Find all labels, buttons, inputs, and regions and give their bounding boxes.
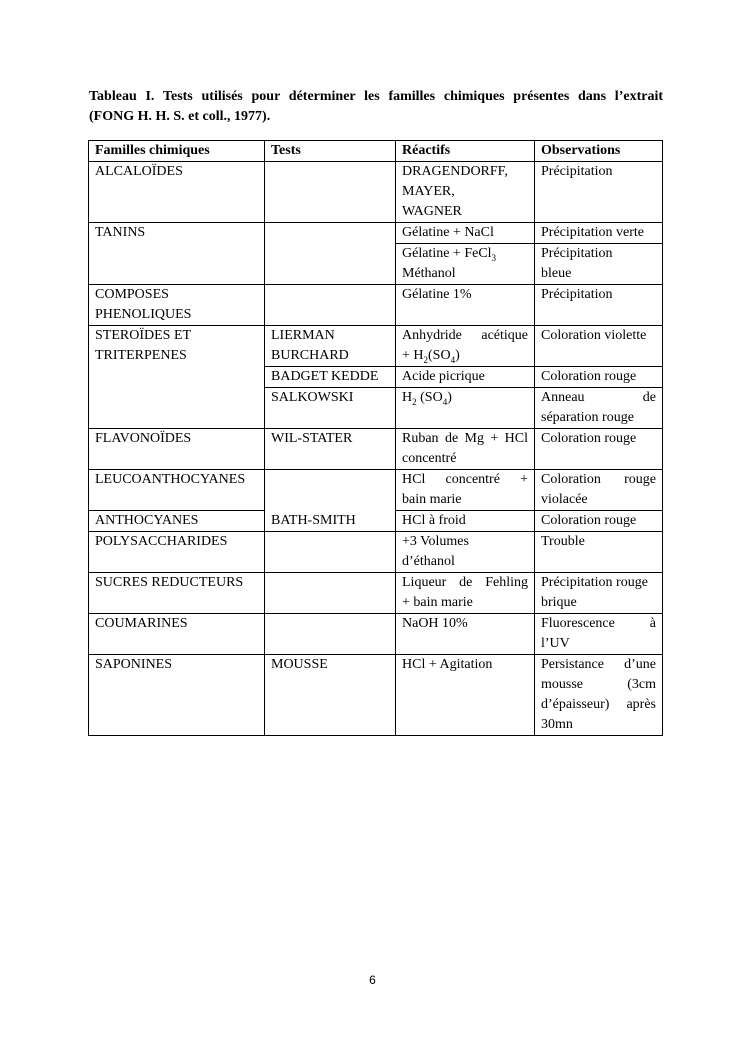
observation-cell [535,470,663,511]
observation-cell [535,655,663,736]
reactif-cell: NaOH 10% [396,614,535,655]
table-row [89,532,663,573]
test-cell-bath-smith: BATH-SMITH [265,470,396,532]
caption-line-2: (FONG H. H. S. et coll., 1977). [89,109,271,124]
observation-line: 30mn [541,717,573,732]
caption-line-1: Tableau I. Tests utilisés pour déterminer les familles chimiques présentes dans l’extrait [89,89,663,104]
chemical-tests-table [88,140,663,736]
reactif-line: + $H_2(SO_4)$ [402,348,460,365]
reactif-cell: HCl + Agitation [396,655,535,736]
table-row [89,470,663,511]
observation-line: séparation rouge [541,410,634,425]
reactif-cell [396,162,535,223]
observation-cell: Trouble [535,532,663,573]
table-row [89,326,663,367]
observation-cell [535,614,663,655]
family-line: COMPOSES [95,287,169,302]
observation-line: Précipitation rouge [541,575,648,590]
reactif-cell [396,326,535,367]
observation-cell: Coloration violette [535,326,663,367]
reactif-line: HCl concentré + [402,472,528,487]
table-row [89,429,663,470]
observation-line: bleue [541,266,572,281]
table-row [89,614,663,655]
table-row [89,285,663,326]
reactif-line: d’éthanol [402,554,455,569]
test-cell [265,162,396,223]
family-cell [89,285,265,326]
observation-cell: Coloration rouge [535,367,663,388]
observation-line: mousse (3cm [541,677,656,692]
family-cell: SUCRES REDUCTEURS [89,573,265,614]
family-cell [89,326,265,429]
family-cell: LEUCOANTHOCYANES [89,470,265,511]
observation-line: Fluorescence à [541,616,656,631]
observation-line: Coloration rouge [541,472,656,487]
reactif-line: Gélatine + FeCl$_3$ [402,246,497,263]
reactif-line: Liqueur de Fehling [402,575,528,590]
reactif-cell: $H_2$ $(SO_4)$ [396,388,535,429]
observation-cell [535,573,663,614]
test-line: BURCHARD [271,348,349,363]
observation-line: l’UV [541,636,570,651]
observation-cell: Précipitation verte [535,223,663,244]
reactif-line: Anhydride acétique [402,328,528,343]
observation-cell: Coloration rouge [535,511,663,532]
test-cell [265,532,396,573]
observation-line: d’épaisseur) après [541,697,656,712]
family-line: TRITERPENES [95,348,187,363]
header-reactifs: Réactifs [396,141,535,162]
test-cell [265,326,396,367]
page-number: 6 [369,973,376,987]
header-tests: Tests [265,141,396,162]
test-cell [265,285,396,326]
family-cell: TANINS [89,223,265,285]
observation-line: brique [541,595,577,610]
family-cell: FLAVONOÏDES [89,429,265,470]
observation-cell: Précipitation [535,162,663,223]
observation-line: Anneau de [541,390,656,405]
reactif-line: MAYER, [402,184,455,199]
reactif-cell [396,429,535,470]
reactif-line: bain marie [402,492,462,507]
test-line: LIERMAN [271,328,335,343]
family-cell: ALCALOÏDES [89,162,265,223]
table-row [89,162,663,223]
observation-cell: Précipitation [535,285,663,326]
reactif-line: WAGNER [402,204,462,219]
table-row [89,223,663,244]
reactif-line: + bain marie [402,595,473,610]
reactif-line: DRAGENDORFF, [402,164,508,179]
header-familles: Familles chimiques [89,141,265,162]
family-line: PHENOLIQUES [95,307,192,322]
observation-line: Persistance d’une [541,657,656,672]
observation-line: violacée [541,492,588,507]
family-cell: ANTHOCYANES [89,511,265,532]
test-cell: WIL-STATER [265,429,396,470]
table-row [89,573,663,614]
table-header-row [89,141,663,162]
test-cell: BADGET KEDDE [265,367,396,388]
test-cell [265,573,396,614]
table-caption [89,87,663,127]
table-row [89,655,663,736]
reactif-line: +3 Volumes [402,534,469,549]
observation-cell [535,244,663,285]
family-cell: SAPONINES [89,655,265,736]
family-line: STEROÏDES ET [95,328,192,343]
reactif-cell [396,532,535,573]
reactif-cell [396,244,535,285]
test-cell [265,614,396,655]
reactif-cell: Gélatine 1% [396,285,535,326]
reactif-cell: HCl à froid [396,511,535,532]
reactif-line: Ruban de Mg + HCl [402,431,528,446]
test-cell: MOUSSE [265,655,396,736]
reactif-cell: Gélatine + NaCl [396,223,535,244]
reactif-line: Méthanol [402,266,456,281]
test-cell [265,223,396,285]
reactif-cell [396,573,535,614]
reactif-cell [396,470,535,511]
family-cell: COUMARINES [89,614,265,655]
reactif-line: concentré [402,451,457,466]
test-cell: SALKOWSKI [265,388,396,429]
observation-cell: Coloration rouge [535,429,663,470]
header-observations: Observations [535,141,663,162]
family-cell: POLYSACCHARIDES [89,532,265,573]
observation-cell [535,388,663,429]
observation-line: Précipitation [541,246,613,261]
reactif-cell: Acide picrique [396,367,535,388]
